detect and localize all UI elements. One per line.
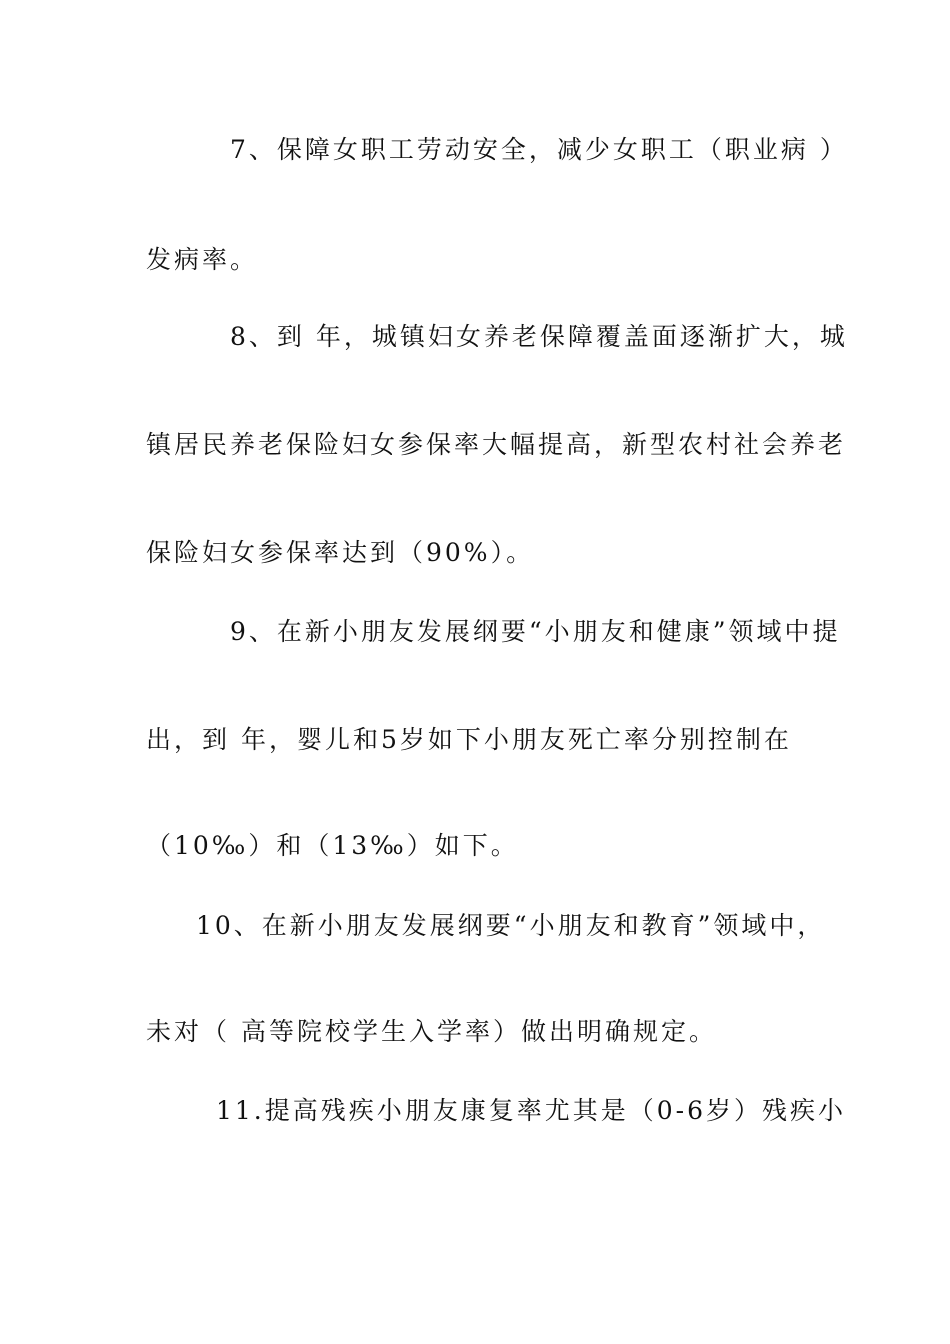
item-9-line-2: 出，到 年，婴儿和5岁如下小朋友死亡率分别控制在: [146, 725, 792, 754]
item-8-line-1: 8、到 年，城镇妇女养老保障覆盖面逐渐扩大，城: [230, 322, 848, 351]
item-8-line-3: 保险妇女参保率达到（90%）。: [146, 538, 535, 567]
item-10-line-2: 未对（ 高等院校学生入学率）做出明确规定。: [146, 1017, 717, 1046]
item-10-line-1: 10、在新小朋友发展纲要“小朋友和教育”领域中，: [196, 911, 826, 940]
item-11-line-1: 11.提高残疾小朋友康复率尤其是（0-6岁）残疾小: [216, 1096, 847, 1125]
item-9-line-3: （10‰）和（13‰）如下。: [146, 831, 519, 860]
item-9-line-1: 9、在新小朋友发展纲要“小朋友和健康”领域中提: [230, 617, 841, 646]
item-7-line-1: 7、保障女职工劳动安全，减少女职工（职业病 ）: [230, 135, 848, 164]
item-7-line-2: 发病率。: [146, 245, 259, 274]
item-8-line-2: 镇居民养老保险妇女参保率大幅提高，新型农村社会养老: [146, 430, 847, 459]
